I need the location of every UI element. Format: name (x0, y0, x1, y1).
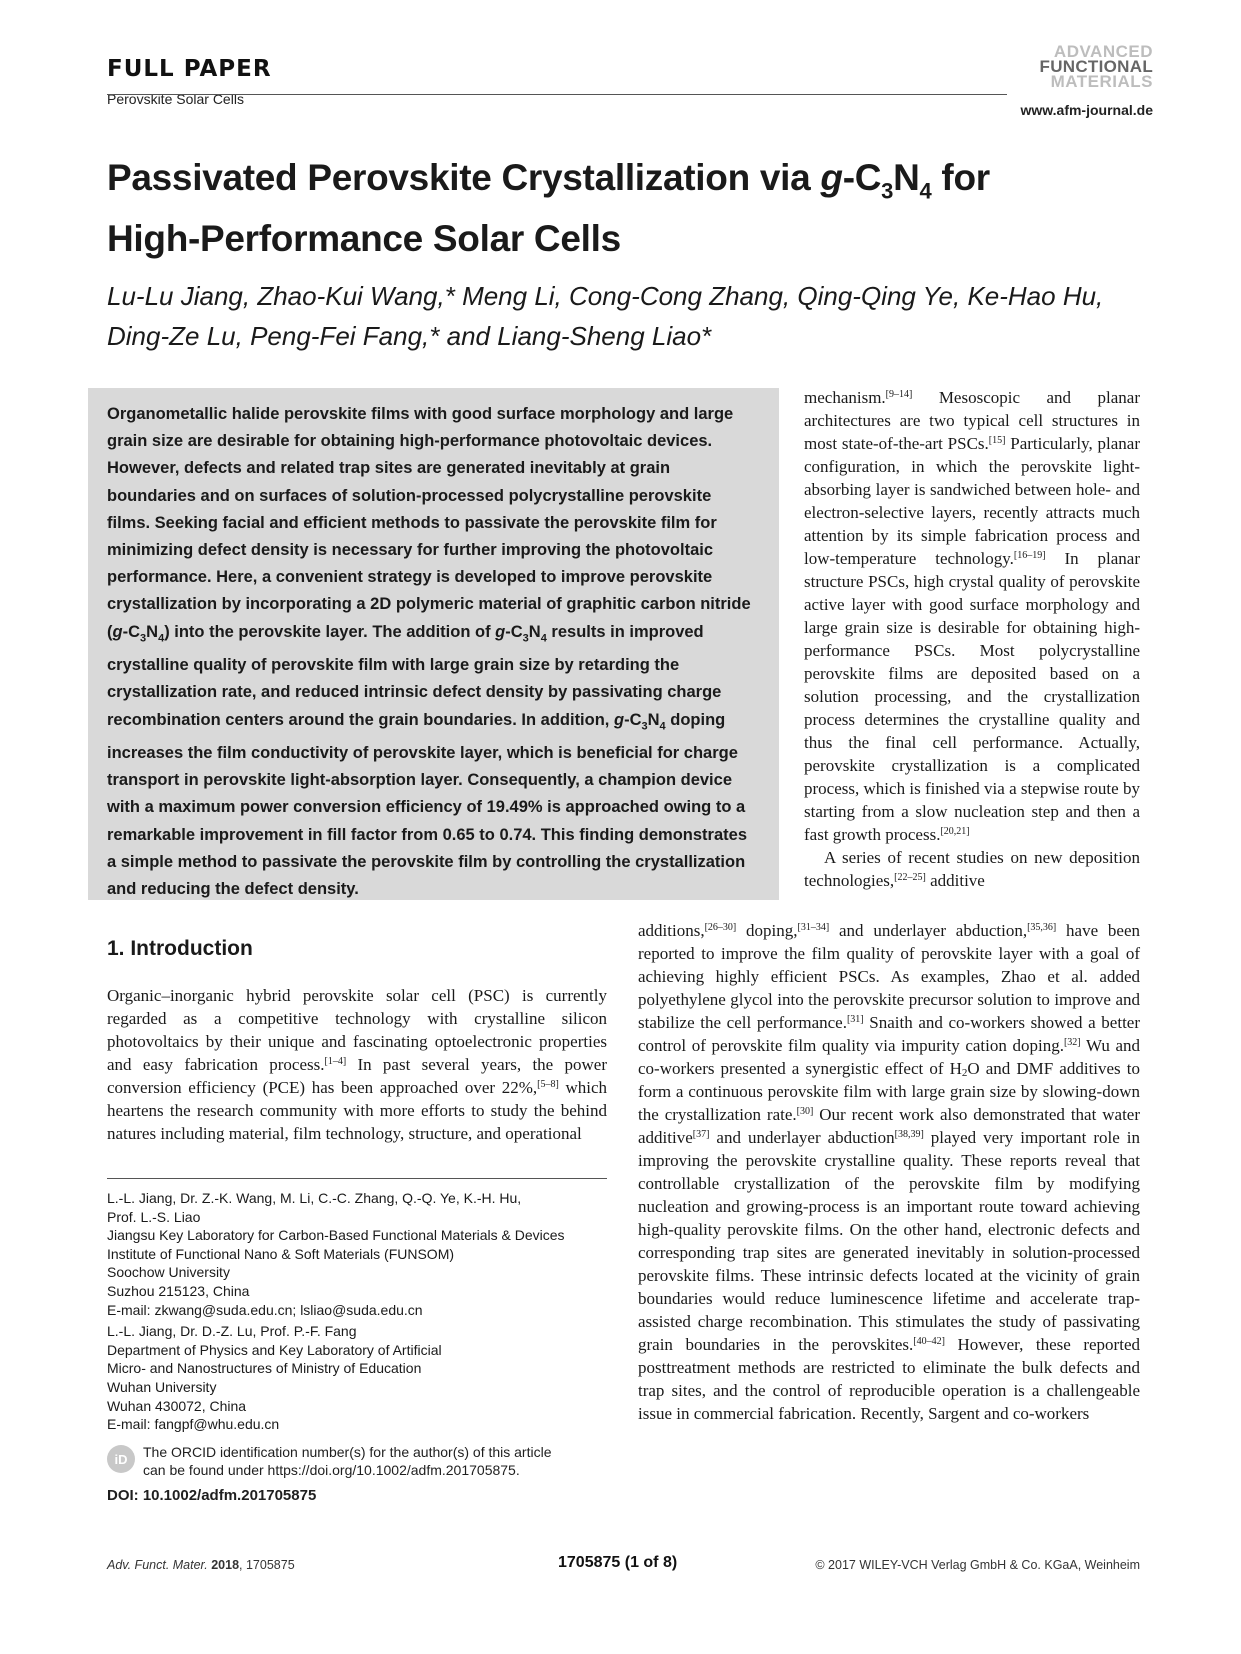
copyright-notice: © 2017 WILEY-VCH Verlag GmbH & Co. KGaA, Weinheim (815, 1558, 1140, 1572)
title-formula-sub: 4 (919, 178, 932, 204)
affiliation-lab: Jiangsu Key Laboratory for Carbon-Based Functional Materials & Devices (107, 1227, 565, 1244)
citation-ref[interactable]: [1–4] (324, 1056, 347, 1067)
title-formula-c: -C (842, 157, 882, 198)
orcid-link[interactable]: can be found under https://doi.org/10.1002/adfm.201705875. (143, 1462, 520, 1478)
body-text: A series of recent studies on new deposition technologies, (804, 848, 1140, 890)
affiliation-email[interactable]: E-mail: zkwang@suda.edu.cn; lsliao@suda.edu.cn (107, 1301, 423, 1318)
body-text: played very important role in improving the perovskite crystalline quality. These reports reveal that controllable crystallization of the perovskite film by modifying nucleation and growing-process is an important route toward achieving high-quality perovskite films. On the other hand, electronic defects and corresponding trap sites are generated inevitably in solution-processed perovskite films. These intrinsic defects located at the vicinity of grain boundaries would reduce luminescence lifetime and accelerate trap-assisted charge recombination. This stimulates the study of passivating grain boundaries in the perovskites. (638, 1128, 1141, 1354)
body-paragraph (638, 919, 1140, 1425)
left-column-body (107, 984, 607, 1145)
body-text: doping, (736, 921, 798, 940)
affiliations-block (107, 1189, 607, 1434)
title-text: Passivated Perovskite Crystallization via (107, 157, 821, 198)
journal-logo (1040, 44, 1153, 89)
citation-ref[interactable]: [22–25] (894, 872, 926, 883)
logo-line-1: ADVANCED (1053, 42, 1153, 61)
formula-sub: 3 (522, 631, 529, 644)
section-label: Perovskite Solar Cells (107, 91, 244, 107)
body-text: In past several years, the power conversion efficiency (PCE) has been approached over 22%, (107, 1055, 607, 1097)
abstract-segment: doping increases the film conductivity of perovskite layer, which is beneficial for charge transport in perovskite light-absorption layer. Consequently, a champion device with a maximum power conversion efficiency of 19.49% is approached owing to a remarkable improvement in fill factor from 0.65 to 0.74. This finding demonstrates a simple method to passivate the perovskite film by controlling the crystallization and reducing the defect density. (107, 710, 747, 899)
affiliation-address: Wuhan 430072, China (107, 1397, 247, 1414)
journal-url-link[interactable]: www.afm-journal.de (1020, 102, 1153, 118)
abstract-box (88, 388, 779, 900)
author-line: Lu-Lu Jiang, Zhao-Kui Wang,* Meng Li, Cong-Cong Zhang, Qing-Qing Ye, Ke-Hao Hu, (107, 281, 1104, 311)
citation-ref[interactable]: [37] (692, 1129, 710, 1140)
formula-sub: 3 (641, 719, 648, 732)
running-header (107, 56, 272, 107)
abstract-segment: results in improved crystalline quality of perovskite film with large grain size by retarding the crystallization rate, and reduced intrinsic defect density by passivating charge recombination centers around the grain boundaries. In addition, (107, 622, 722, 729)
author-list (107, 276, 1157, 356)
formula-part: N (146, 622, 159, 641)
body-text: have been reported to improve the film quality of perovskite layer with a goal of achieving highly efficient PSCs. As examples, Zhao et al. added polyethylene glycol into the perovskite precursor solution to improve and stabilize the cell performance. (638, 921, 1140, 1032)
citation-ref[interactable]: [32] (1063, 1037, 1081, 1048)
body-text: Wu and co-workers presented a synergistic effect of H (638, 1036, 1140, 1078)
footer-journal: Adv. Funct. Mater. (107, 1558, 208, 1572)
body-paragraph (804, 386, 1140, 846)
citation-ref[interactable]: [40–42] (913, 1336, 945, 1347)
body-text: Snaith and co-workers showed a better control of perovskite film quality via impurity cation doping. (638, 1013, 1140, 1055)
affiliation-university: Wuhan University (107, 1378, 217, 1395)
title-text: for (931, 157, 990, 198)
affiliation-address: Suzhou 215123, China (107, 1282, 250, 1299)
title-line-2: High-Performance Solar Cells (107, 218, 621, 260)
affiliation-email[interactable]: E-mail: fangpf@whu.edu.cn (107, 1416, 280, 1433)
affiliation-university: Soochow University (107, 1264, 230, 1281)
citation-ref[interactable]: [20,21] (940, 826, 970, 837)
body-text: Our recent work also demonstrated that water additive (638, 1105, 1141, 1147)
title-formula-n: N (893, 157, 920, 198)
right-column-bottom (638, 919, 1140, 1425)
body-text: which heartens the research community with more efforts to study the behind natures including material, film technology, structure, and operational (107, 1078, 607, 1143)
orcid-line: The ORCID identification number(s) for the author(s) of this article (143, 1444, 552, 1460)
body-text: additions, (638, 921, 705, 940)
author-line: Ding-Ze Lu, Peng-Fei Fang,* and Liang-Sheng Liao* (107, 321, 712, 351)
affiliation-department: Department of Physics and Key Laboratory of Artificial (107, 1341, 442, 1358)
formula-sub: 4 (540, 631, 547, 644)
citation-ref[interactable]: [26–30] (704, 922, 737, 933)
citation-ref[interactable]: [35,36] (1027, 922, 1057, 933)
citation-ref[interactable]: [30] (796, 1106, 814, 1117)
formula-sub: 4 (659, 719, 666, 732)
formula-part: -C (122, 622, 141, 641)
body-text: additive (925, 871, 985, 890)
formula-prefix: g (613, 710, 625, 729)
body-text: O and DMF additives to form a continuous perovskite film with large grain size by slowing-down the crystallization rate. (638, 1059, 1140, 1124)
citation-ref[interactable]: [15] (988, 435, 1006, 446)
formula-prefix: g (112, 622, 123, 641)
body-text: Mesoscopic and planar architectures are two typical cell structures in most state-of-the-art PSCs. (804, 388, 1140, 453)
abstract-segment: ) into the perovskite layer. The addition of (164, 622, 496, 641)
title-formula-sub: 3 (881, 178, 894, 204)
body-text: In planar structure PSCs, high crystal quality of perovskite active layer with good surface morphology and large grain size is desirable for obtaining high-performance PSCs. Most polycrystalline perovskite films are deposited based on a solution processing, and the crystallization process determines the crystalline quality and thus the final cell performance. Actually, perovskite crystallization is a complicated process, which is finished via a stepwise route by starting from a slow nucleation step and then a fast growth process. (804, 549, 1140, 844)
citation-ref[interactable]: [5–8] (537, 1079, 559, 1090)
footer-year: 2018 (211, 1558, 240, 1572)
body-paragraph (804, 846, 1140, 892)
abstract-text (107, 401, 757, 903)
affiliation-authors: Prof. L.-S. Liao (107, 1208, 201, 1225)
orcid-icon[interactable]: iD (107, 1445, 135, 1473)
paper-title (107, 154, 1107, 263)
orcid-note (107, 1443, 607, 1479)
body-text: Organic–inorganic hybrid perovskite solar cell (PSC) is currently regarded as a competitive technology with crystalline silicon photovoltaics by their unique and fascinating optoelectronic properties and easy fabrication process. (107, 986, 607, 1074)
affiliation-divider (107, 1178, 607, 1179)
body-text: However, these reported posttreatment methods are restricted to eliminate the bulk defects and trap sites, and the control of reproducible operation is a challengeable issue in commercial fabrication. Recently, Sargent and co-workers (638, 1335, 1140, 1423)
title-formula-prefix: g (820, 157, 843, 198)
affiliation-institute: Institute of Functional Nano & Soft Materials (FUNSOM) (107, 1245, 455, 1262)
right-column-top (804, 386, 1140, 892)
formula-part: N (647, 710, 660, 729)
abstract-segment: Organometallic halide perovskite films with good surface morphology and large grain size are desirable for obtaining high-performance photovoltaic devices. However, defects and related trap sites are generated inevitably at grain boundaries and on surfaces of solution-processed polycrystalline perovskite films. Seeking facial and efficient methods to passivate the perovskite film for minimizing defect density is necessary for further improving the photovoltaic performance. Here, a convenient strategy is developed to improve perovskite crystallization by incorporating a 2D polymeric material of graphitic carbon nitride ( (107, 405, 751, 641)
affiliation-authors: L.-L. Jiang, Dr. D.-Z. Lu, Prof. P.-F. Fang (107, 1323, 357, 1340)
body-text: mechanism. (804, 388, 886, 407)
citation-ref[interactable]: [9–14] (885, 389, 913, 400)
affiliation-authors: L.-L. Jiang, Dr. Z.-K. Wang, M. Li, C.-C. Zhang, Q.-Q. Ye, K.-H. Hu, (107, 1190, 522, 1206)
article-type-label: FULL PAPER (107, 56, 272, 82)
formula-prefix: g (495, 622, 506, 641)
formula-part: N (528, 622, 541, 641)
page-number: 1705875 (1 of 8) (558, 1554, 678, 1571)
logo-line-3: MATERIALS (1050, 72, 1153, 91)
citation-ref[interactable]: [31] (846, 1014, 864, 1025)
formula-sub: 3 (140, 631, 147, 644)
body-text: and underlayer abduction (709, 1128, 895, 1147)
header-divider (107, 94, 1007, 95)
doi-label[interactable]: DOI: 10.1002/adfm.201705875 (107, 1487, 317, 1504)
chemical-subscript: 2 (961, 1067, 968, 1079)
citation-ref[interactable]: [31–34] (797, 922, 830, 933)
logo-line-2: FUNCTIONAL (1039, 57, 1153, 76)
section-heading: 1. Introduction (107, 937, 253, 960)
formula-sub: 4 (158, 631, 165, 644)
citation-ref[interactable]: [38,39] (894, 1129, 924, 1140)
formula-part: -C (505, 622, 523, 641)
orcid-text (143, 1443, 552, 1479)
body-paragraph (107, 984, 607, 1145)
citation-ref[interactable]: [16–19] (1013, 550, 1046, 561)
body-text: and underlayer abduction, (829, 921, 1028, 940)
footer-article-number: , 1705875 (239, 1558, 295, 1572)
footer-citation (107, 1558, 295, 1572)
body-text: Particularly, planar configuration, in which the perovskite light-absorbing layer is sandwiched between hole- and electron-selective layers, recently attracts much attention by its simple fabrication process and low-temperature technology. (804, 434, 1140, 568)
formula-part: -C (624, 710, 642, 729)
affiliation-department: Micro- and Nanostructures of Ministry of Education (107, 1360, 422, 1377)
